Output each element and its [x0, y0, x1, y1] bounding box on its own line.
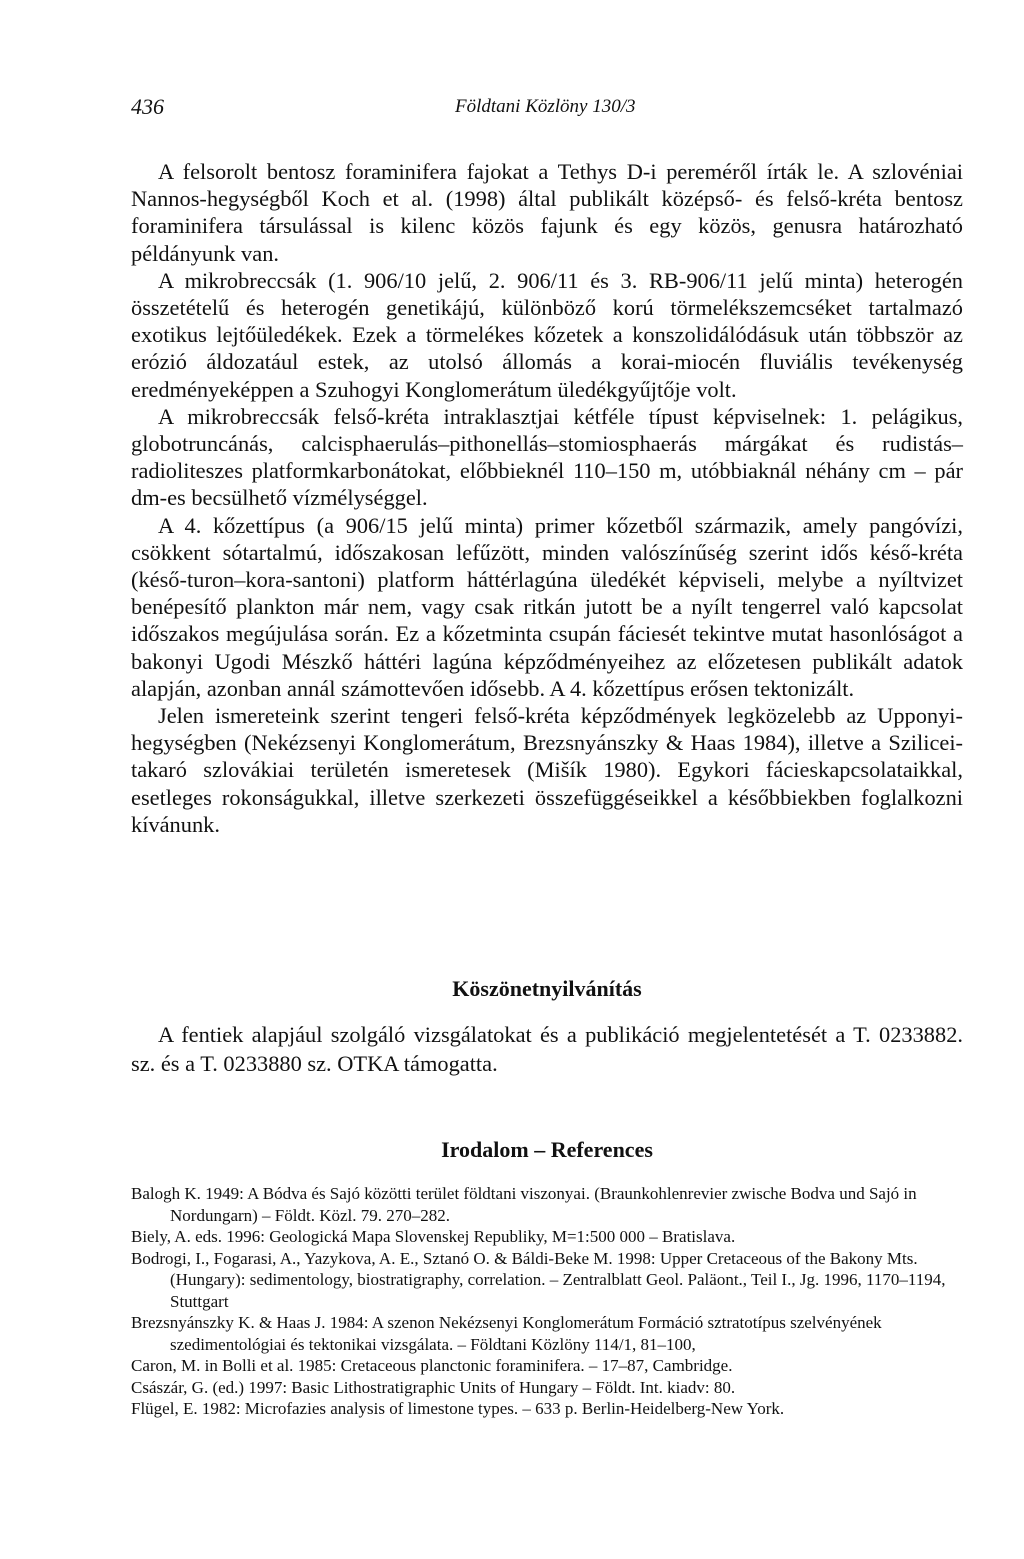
- reference-entry: Császár, G. (ed.) 1997: Basic Lithostratigraphic Units of Hungary – Földt. Int. kiadv: 80.: [131, 1377, 736, 1397]
- acknowledgements-text: [131, 1020, 963, 1078]
- paragraph: A 4. kőzettípus (a 906/15 jelű minta) primer kőzetből származik, amely pangóvízi, csökkent sótartalmú, időszakosan lefűzött, minden valószínűség szerint idős késő-kréta (késő-turon–kora-santoni) platform háttérlagúna üledékét képviseli, melybe a nyíltvizet benépesítő plankton már nem, vagy csak ritkán jutott be a nyílt tengerrel való kapcsolat időszakos megújulása során. Ez a kőzetminta csupán fáciesét tekintve mutat hasonlóságot a bakonyi Ugodi Mészkő háttéri lagúna képződményeihez az előzetesen publikált adatok alapján, azonban annál számottevően idősebb. A 4. kőzettípus erősen tektonizált.: [131, 512, 963, 701]
- reference-entry: Brezsnyánszky K. & Haas J. 1984: A szenon Nekézsenyi Konglomerátum Formáció sztratotípus szelvényének szedimentológiai és tektonikai vizsgálata. – Földtani Közlöny 114/1, 81–100,: [131, 1313, 882, 1354]
- running-head: [131, 94, 963, 122]
- paragraph: Jelen ismereteink szerint tengeri felső-kréta képződmények legközelebb az Upponyi-hegységben (Nekézsenyi Konglomerátum, Brezsnyánszky & Haas 1984), illetve a Szilicei-takaró szlovákiai területén ismeretesek (Mišík 1980). Egykori fácieskapcsolataikkal, esetleges rokonságukkal, illetve szerkezeti összefüggéseikkel a későbbiekben foglalkozni kívánunk.: [131, 703, 963, 837]
- reference-list: [131, 1183, 963, 1420]
- paragraph: A fentiek alapjául szolgáló vizsgálatokat és a publikáció megjelentetését a T. 0233882. sz. és a T. 0233880 sz. OTKA támogatta.: [131, 1022, 963, 1076]
- paragraph: A mikrobreccsák (1. 906/10 jelű, 2. 906/11 és 3. RB-906/11 jelű minta) heterogén összetételű és heterogén genetikájú, különböző korú törmelékszemcséket tartalmazó exotikus lejtőüledékek. Ezek a törmelékes kőzetek a konszolidálódásuk után többször az erózió áldozatául estek, az utolsó állomás a korai-miocén fluviális tevékenység eredményeképpen a Szuhogyi Konglomerátum üledékgyűjtője volt.: [131, 267, 963, 402]
- body-text: [131, 158, 963, 838]
- reference-entry: Caron, M. in Bolli et al. 1985: Cretaceous planctonic foraminifera. – 17–87, Cambridge.: [131, 1356, 733, 1375]
- reference-entry: Flügel, E. 1982: Microfazies analysis of limestone types. – 633 p. Berlin-Heidelberg-New York.: [131, 1399, 785, 1418]
- page-number: 436: [131, 94, 164, 119]
- paragraph: A felsorolt bentosz foraminifera fajokat a Tethys D-i pereméről írták le. A szlovéniai Nannos-hegységből Koch et al. (1998) által publikált középső- és felső-kréta bentosz foraminifera társulással is kilenc közös fajunk és egy közös, genusra határozható példányunk van.: [131, 159, 963, 266]
- journal-title: Földtani Közlöny 130/3: [455, 96, 636, 117]
- references-heading: Irodalom – References: [441, 1137, 653, 1162]
- reference-entry: Bodrogi, I., Fogarasi, A., Yazykova, A. E., Sztanó O. & Báldi-Beke M. 1998: Upper Cretaceous of the Bakony Mts. (Hungary): sedimentology, biostratigraphy, correlation. – Zentralblatt Geol. Paläont., Teil I., Jg. 1996, 1170–1194, Stuttgart: [131, 1248, 946, 1311]
- reference-entry: Balogh K. 1949: A Bódva és Sajó közötti terület földtani viszonyai. (Braunkohlenrevier zwische Bodva und Sajó in Nordungarn) – Földt. Közl. 79. 270–282.: [131, 1184, 917, 1225]
- acknowledgements-heading: Köszönetnyilvánítás: [452, 976, 642, 1001]
- paragraph: A mikrobreccsák felső-kréta intraklasztjai kétféle típust képviselnek: 1. pelágikus, globotruncánás, calcisphaerulás–pithonellás–stomiosphaerás márgákat és rudistás–radioliteszes platformkarbonátokat, előbbieknél 110–150 m, utóbbiaknál néhány cm – pár dm-es becsülhető vízmélységgel.: [131, 403, 963, 511]
- reference-entry: Biely, A. eds. 1996: Geologická Mapa Slovenskej Republiky, M=1:500 000 – Bratislava.: [131, 1227, 736, 1246]
